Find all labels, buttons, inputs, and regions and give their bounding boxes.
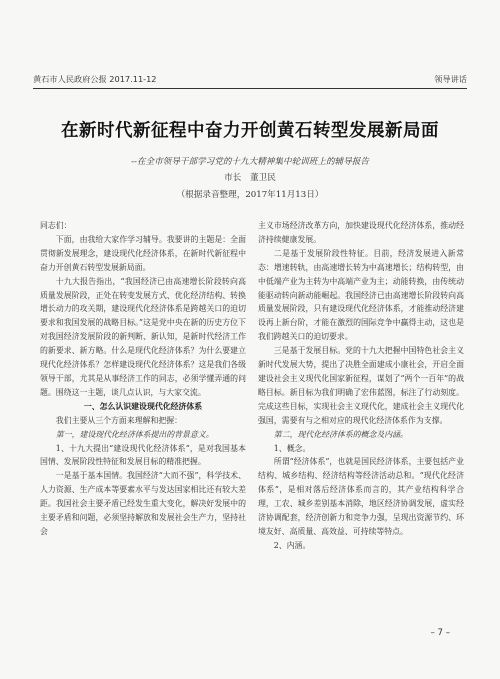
section-label: 领导讲话: [434, 74, 467, 84]
article-author: 市长 董卫民: [224, 173, 276, 183]
article-subtitle: --在全市领导干部学习党的十九大精神集中轮训班上的辅导报告: [131, 157, 369, 167]
subsection-heading: 第二，现代化经济体系的概念及内涵。: [273, 429, 408, 439]
article-title: 在新时代新征程中奋力开创黄石转型发展新局面: [61, 121, 439, 141]
paragraph: 下面，由我给大家作学习辅导。我要讲的主题是：全面贯彻新发展理念，建设现代化经济体系，在新时代新征程中奋力开创黄石转型发展新局面。: [40, 234, 246, 272]
paragraph-continued: 主义市场经济改革方向，加快建设现代化经济体系，推动经济持续健康发展。: [258, 221, 464, 244]
paragraph: 我们主要从三个方面来理解和把握：: [55, 415, 183, 425]
paragraph: 二是基于发展阶段性特征。目前，经济发展进入新常态：增速转轨，由高速增长转为中高速增长；结构转型，由中低端产业为主转为中高端产业为主；动能转换，由传统动能驱动转向新动能崛起。我国经济已由高速增长阶段转向高质量发展阶段，只有建设现代化经济体系，才能推动经济建设再上新台阶，才能在激烈的国际竞争中赢得主动，这也是我们跨越关口的迫切要求。: [258, 248, 464, 342]
paragraph: 十九大报告指出，“我国经济已由高速增长阶段转向高质量发展阶段，正处在转变发展方式、优化经济结构、转换增长动力的攻关期，建设现代化经济体系是跨越关口的迫切要求和我国发展的战略目标。”这是党中央在新的历史方位下对我国经济发展阶段的新判断、新认知，是新时代经济工作的新要求、新方略。什么是现代化经济体系？为什么要建立现代化经济体系？怎样建设现代化经济体系？这是我们各级领导干部，尤其是从事经济工作的同志，必须学懂弄通的问题。围绕这一主题，谈几点认识，与大家交流。: [40, 276, 246, 397]
paragraph: 所谓“经济体系”，也就是国民经济体系，主要包括产业结构、城乡结构、经济结构等经济活动总和。“现代化经济体系”，是相对落后经济体系而言的，其产业结构科学合理，工农、城乡差别基本消除，地区经济协调发展，虚实经济协调配套，经济创新力和竞争力强，呈现出资源节约、环境友好、高质量、高效益、可持续等特点。: [258, 457, 464, 536]
paragraph: 2、内涵。: [273, 540, 311, 550]
subsection-heading: 第一，建设现代化经济体系提出的背景意义。: [55, 429, 214, 439]
journal-title: 黄石市人民政府公报 2017.11-12: [33, 74, 157, 84]
page-header: [33, 74, 467, 87]
paragraph: 1、十九大提出“建设现代化经济体系”，是对我国基本国情、发展阶段性特征和发展目标的精准把握。: [40, 443, 246, 467]
paragraph: 1、概念。: [273, 443, 311, 453]
section-heading: 一、怎么认识建设现代化经济体系: [83, 401, 203, 411]
right-column: [258, 219, 464, 553]
salutation: 同志们：: [40, 221, 72, 230]
header-divider: [33, 88, 467, 89]
paragraph: 三是基于发展目标。党的十九大把握中国特色社会主义新时代发展大势，提出了决胜全面建成小康社会，开启全面建设社会主义现代化国家新征程，谋划了“两个一百年”的战略目标。新目标为我们明确了宏伟蓝图，标注了行动刻度。完成这些目标，实现社会主义现代化，建成社会主义现代化强国，需要有与之相对应的现代化经济体系作为支撑。: [258, 346, 464, 425]
record-note: （根据录音整理，2017年11月13日）: [176, 190, 324, 200]
page-number: – 7 –: [430, 628, 450, 638]
left-column: [40, 219, 246, 539]
paragraph: 一是基于基本国情。我国经济“大而不强”，科学技术、人力资源、生产成本等要素水平与发达国家相比还有较大差距。我国社会主要矛盾已经发生重大变化，解决好发展中的主要矛盾和问题，必须坚持解放和发展社会生产力，坚持社会: [40, 471, 246, 536]
